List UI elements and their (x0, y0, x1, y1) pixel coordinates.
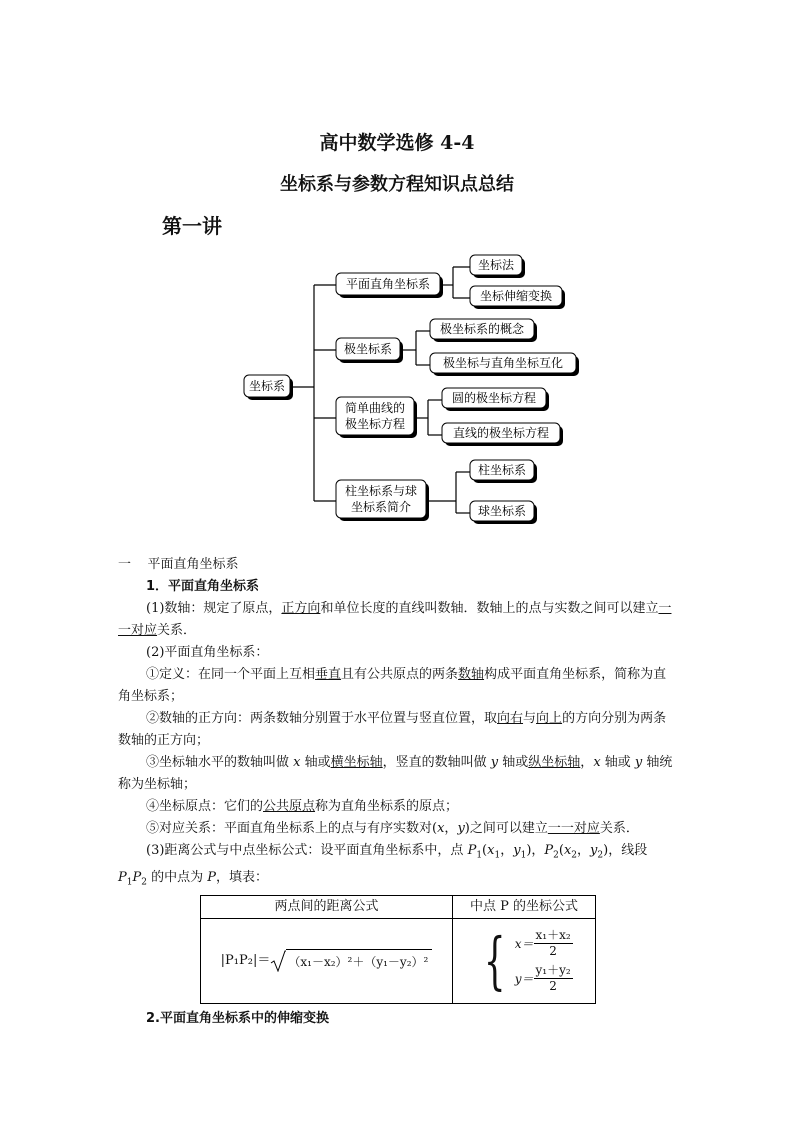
distance-formula-radicand: （x₁－x₂）²＋（y₁－y₂）² (286, 949, 432, 973)
concept-node-line-polar-equation (442, 423, 563, 446)
svg-text:圆的极坐标方程: 圆的极坐标方程 (451, 391, 537, 405)
document-subtitle: 坐标系与参数方程知识点总结 (280, 174, 514, 195)
distance-formula-lhs: |P₁P₂|＝ (220, 953, 271, 969)
concept-node-polar-concept (430, 319, 537, 342)
subsection-heading-1: 1．平面直角坐标系 (146, 579, 260, 594)
concept-node-polar-rect-conversion (430, 353, 579, 376)
paragraph-distance-midpoint: (3)距离公式与中点坐标公式：设平面直角坐标系中，点 $P_1(x_1$，$y_1$)，$P_2(x_2$，$y_2$)，线段 $P_1P_2$ 的中点为 P，填表： (118, 843, 648, 888)
lecture-heading: 第一讲 (162, 214, 222, 238)
concept-node-plane-coordinates (336, 273, 443, 298)
formula-table-header (201, 896, 596, 919)
paragraph-correspondence: ⑤对应关系：平面直角坐标系上的点与有序实数对(x，y)之间可以建立一一对应关系． (146, 821, 639, 836)
concept-node-scaling-transform (470, 286, 565, 309)
svg-text:坐标系简介: 坐标系简介 (350, 500, 412, 514)
paragraph-origin: ④坐标原点：它们的公共原点称为直角坐标系的原点； (146, 799, 459, 814)
paragraph-definition: ①定义：在同一个平面上互相垂直且有公共原点的两条数轴构成平面直角坐标系，简称为直角坐标系； (118, 667, 667, 704)
concept-node-circle-polar-equation (442, 388, 549, 411)
paragraph-positive-direction: ②数轴的正方向：两条数轴分别置于水平位置与竖直位置，取向右与向上的方向分别为两条数轴的正方向； (118, 711, 667, 748)
midpoint-x-formula: x＝ $\frac{\text{x₁＋x₂}}{2}$ (514, 928, 571, 959)
concept-node-spherical (470, 501, 537, 524)
svg-text:坐标系: 坐标系 (248, 379, 286, 393)
svg-text:简单曲线的: 简单曲线的 (344, 401, 406, 415)
svg-text:极坐标与直角坐标互化: 极坐标与直角坐标互化 (442, 356, 564, 370)
section-title: 平面直角坐标系 (147, 557, 239, 572)
radical-sign-icon (270, 950, 286, 972)
section-heading (118, 554, 678, 576)
formula-table-row (201, 919, 596, 1004)
svg-text:球坐标系: 球坐标系 (477, 504, 527, 518)
brace-icon: { (484, 924, 506, 998)
paragraph-axes: ③坐标轴水平的数轴叫做 x 轴或横坐标轴，竖直的数轴叫做 y 轴或纵坐标轴，x 轴或 y 轴统称为坐标轴； (118, 755, 673, 792)
distance-formula-cell (201, 919, 453, 1004)
concept-node-root (244, 375, 293, 400)
midpoint-formula-header: 中点 P 的坐标公式 (453, 896, 596, 919)
formula-table (200, 895, 596, 1004)
concept-node-coordinate-method (470, 255, 525, 278)
svg-text:坐标伸缩变换: 坐标伸缩变换 (479, 289, 553, 303)
svg-text:直线的极坐标方程: 直线的极坐标方程 (452, 426, 550, 440)
svg-text:柱坐标系与球: 柱坐标系与球 (344, 484, 418, 498)
svg-text:极坐标系: 极坐标系 (343, 342, 393, 356)
svg-text:平面直角坐标系: 平面直角坐标系 (345, 277, 431, 291)
distance-formula-header: 两点间的距离公式 (201, 896, 453, 919)
svg-text:柱坐标系: 柱坐标系 (477, 463, 527, 477)
subsection-heading-2: 2.平面直角坐标系中的伸缩变换 (146, 1011, 329, 1027)
midpoint-formula-cell (453, 919, 596, 1004)
paragraph-rect-system: (2)平面直角坐标系： (146, 645, 269, 660)
concept-map (0, 245, 794, 530)
midpoint-y-formula: y＝ $\frac{\text{y₁＋y₂}}{2}$ (514, 963, 571, 994)
concept-node-cylindrical (470, 460, 537, 483)
concept-node-polar-system (336, 338, 403, 363)
svg-text:坐标法: 坐标法 (477, 258, 515, 272)
document-body (118, 554, 678, 1030)
concept-node-simple-curves (336, 397, 417, 438)
paragraph-number-line: (1)数轴：规定了原点，正方向和单位长度的直线叫数轴．数轴上的点与实数之间可以建立一一对应关系． (118, 601, 672, 638)
svg-text:极坐标系的概念: 极坐标系的概念 (439, 322, 525, 336)
distance-formula (221, 949, 433, 973)
document-title: 高中数学选修 4-4 (319, 132, 475, 154)
section-number: 一 (118, 557, 132, 572)
svg-text:极坐标方程: 极坐标方程 (344, 417, 406, 431)
concept-node-cylindrical-spherical (336, 480, 429, 521)
